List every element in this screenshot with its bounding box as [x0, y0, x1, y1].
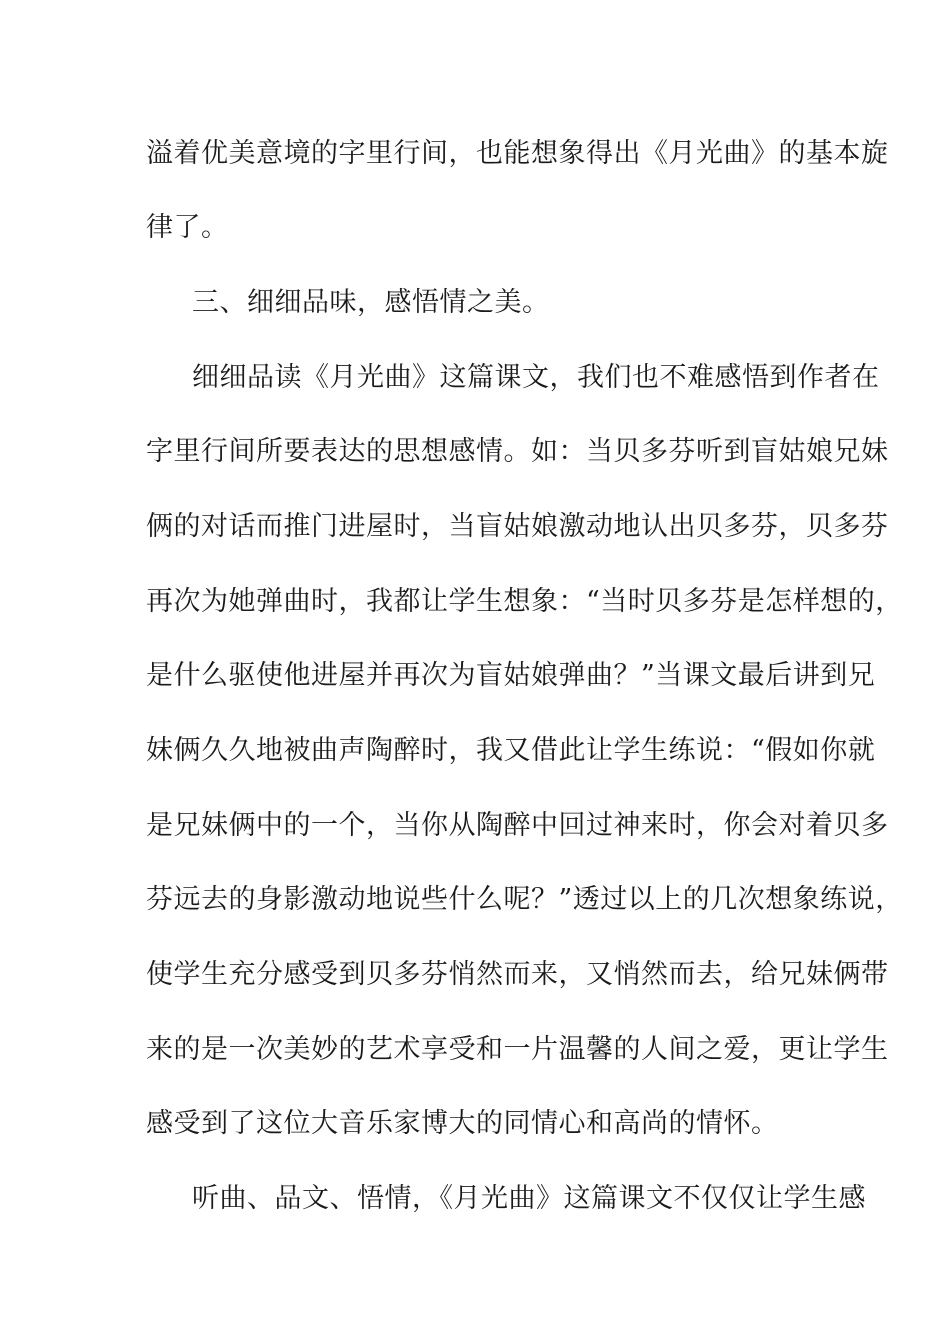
text-line: 律了。	[146, 212, 229, 243]
text-line: 俩的对话而推门进屋时，当盲姑娘激动地认出贝多芬，贝多芬	[146, 511, 889, 542]
text-line: 是兄妹俩中的一个，当你从陶醉中回过神来时，你会对着贝多	[146, 810, 889, 841]
section-heading: 三、细细品味，感悟情之美。	[192, 287, 550, 318]
paragraph-first-line: 听曲、品文、悟情，《月光曲》这篇课文不仅仅让学生感	[192, 1183, 866, 1214]
paragraph-first-line: 细细品读《月光曲》这篇课文，我们也不难感悟到作者在	[192, 362, 880, 393]
text-line: 来的是一次美妙的艺术享受和一片温馨的人间之爱，更让学生	[146, 1034, 889, 1065]
text-line: 溢着优美意境的字里行间，也能想象得出《月光曲》的基本旋	[146, 138, 889, 169]
text-line: 感受到了这位大音乐家博大的同情心和高尚的情怀。	[146, 1108, 779, 1139]
text-line: 芬远去的身影激动地说些什么呢？”透过以上的几次想象练说，	[146, 884, 903, 915]
text-line: 是什么驱使他进屋并再次为盲姑娘弹曲？”当课文最后讲到兄	[146, 660, 876, 691]
text-line: 再次为她弹曲时，我都让学生想象：“当时贝多芬是怎样想的，	[146, 586, 903, 617]
text-line: 字里行间所要表达的思想感情。如：当贝多芬听到盲姑娘兄妹	[146, 436, 889, 467]
text-line: 妹俩久久地被曲声陶醉时，我又借此让学生练说：“假如你就	[146, 735, 876, 766]
text-line: 使学生充分感受到贝多芬悄然而来，又悄然而去，给兄妹俩带	[146, 959, 889, 990]
